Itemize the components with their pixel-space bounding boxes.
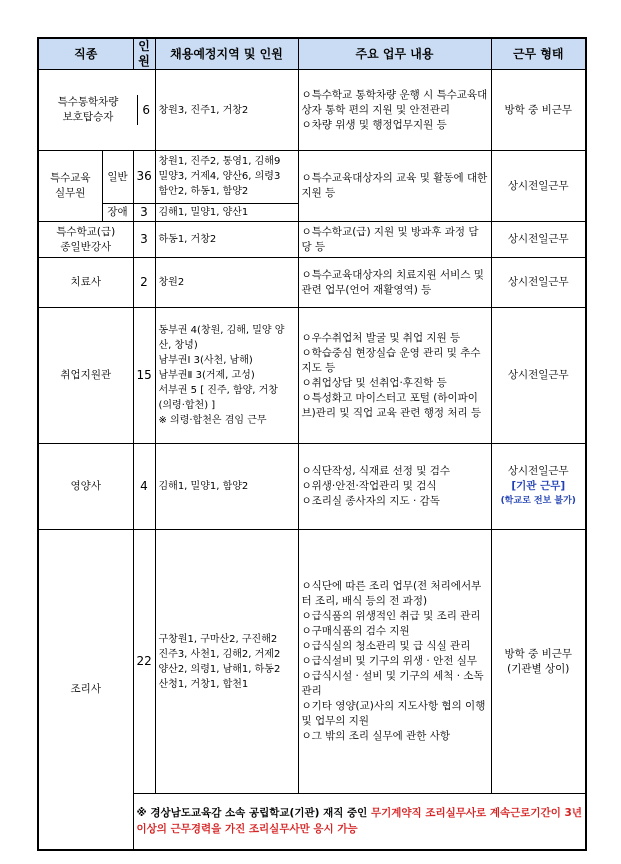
table-row bbox=[38, 70, 586, 151]
form-note-transfer: (학교로 전보 불가) bbox=[500, 496, 576, 506]
duty-item: ㅇ급식설비 및 기구의 위생 · 안전 실무 bbox=[301, 655, 478, 667]
sub-type-general: 일반 bbox=[103, 151, 133, 204]
count-cell: 22 bbox=[133, 530, 155, 794]
duty-item: ㅇ특수교육대상자의 치료지원 서비스 및 관련 업무(언어 재활영역) 등 bbox=[301, 268, 484, 296]
duty-item: ㅇ위생·안전·작업관리 및 검식 bbox=[301, 480, 437, 492]
duty-item: ㅇ기타 영양(교)사의 지도사항 협의 이행 및 업무의 지원 bbox=[301, 700, 486, 727]
duties-cell bbox=[298, 151, 491, 222]
duty-item: ㅇ우수취업처 발굴 및 취업 지원 등 bbox=[301, 331, 461, 344]
table-row bbox=[38, 151, 586, 204]
form-note-agency: [기관 근무] bbox=[511, 480, 566, 492]
duty-item: ㅇ특수교육대상자의 교육 및 활동에 대한 지원 등 bbox=[301, 172, 488, 199]
count-cell: 3 bbox=[133, 222, 155, 258]
duty-item: ㅇ취업상담 및 선취업·후진학 등 bbox=[301, 376, 447, 389]
eligibility-note bbox=[133, 794, 586, 850]
count-cell: 6 bbox=[137, 95, 155, 125]
region-cell: 동부권 4(창원, 김해, 밀양 양산, 창녕) 남부권Ⅰ 3(사천, 남해) 남부권Ⅱ 3(거제, 고성) 서부권 5 [ 진주, 함양, 거창 (의령·합천) ] ※ 의령·합천은 겸임 근무 bbox=[155, 308, 298, 444]
count-cell: 2 bbox=[133, 258, 155, 308]
table-row bbox=[38, 444, 586, 530]
form-cell: 상시전일근무 bbox=[491, 151, 586, 222]
job-cell: 치료사 bbox=[38, 258, 133, 308]
job-cell: 조리사 bbox=[38, 530, 133, 850]
job-cell: 취업지원관 bbox=[38, 308, 133, 444]
duty-item: ㅇ조리실 종사자의 지도 · 감독 bbox=[301, 495, 440, 507]
duties-cell bbox=[298, 530, 491, 794]
table-row bbox=[38, 222, 586, 258]
job-cell: 특수통학차량 보호탑승자 bbox=[57, 96, 119, 123]
table-row bbox=[38, 530, 586, 794]
duties-cell bbox=[298, 258, 491, 308]
duty-item: ㅇ구매식품의 검수 지원 bbox=[301, 625, 410, 637]
sub-type-disabled: 장애 bbox=[107, 206, 128, 218]
job-cell: 특수교육 실무원 bbox=[49, 172, 91, 199]
table-row bbox=[38, 308, 586, 444]
duty-item: ㅇ특수학교 통학차량 운행 시 특수교육대상자 통학 편의 지원 및 안전관리 bbox=[301, 88, 488, 116]
header-count: 인원 bbox=[133, 38, 155, 70]
header-region: 채용예정지역 및 인원 bbox=[155, 38, 298, 70]
form-cell: 상시전일근무 bbox=[491, 222, 586, 258]
note-highlight: 무기계약직 조리실무사로 계속근로기간이 3년 이상의 근무경력을 가진 조리실무사만 응시 가능 bbox=[136, 807, 582, 836]
region-cell: 구창원1, 구마산2, 구진해2 진주3, 사천1, 김해2, 거제2 양산2, 의령1, 남해1, 하동2 산청1, 거창1, 합천1 bbox=[155, 530, 298, 794]
header-duties: 주요 업무 내용 bbox=[298, 38, 491, 70]
count-cell: 15 bbox=[133, 308, 155, 444]
duties-cell bbox=[298, 70, 491, 151]
duty-item: ㅇ급식시설 · 설비 및 기구의 세척 · 소독 관리 bbox=[301, 670, 484, 697]
duty-item: ㅇ학습중심 현장실습 운영 관리 및 추수 지도 등 bbox=[301, 346, 481, 374]
count-cell: 36 bbox=[133, 151, 155, 204]
duties-cell bbox=[298, 444, 491, 530]
duty-item: ㅇ식단작성, 식재료 선정 및 검수 bbox=[301, 465, 451, 477]
duty-item: ㅇ특수학교(급) 지원 및 방과후 과정 담당 등 bbox=[301, 225, 479, 253]
form-cell: 방학 중 비근무 bbox=[491, 70, 586, 151]
recruitment-table bbox=[37, 37, 587, 851]
duties-cell bbox=[298, 222, 491, 258]
header-row bbox=[38, 38, 586, 70]
duty-item: ㅇ급식품의 위생적인 취급 및 조리 관리 bbox=[301, 610, 481, 622]
region-cell: 김해1, 밀양1, 양산1 bbox=[155, 203, 298, 221]
form-cell: 상시전일근무 bbox=[491, 308, 586, 444]
region-cell: 창원3, 진주1, 거창2 bbox=[155, 70, 298, 151]
header-job: 직종 bbox=[38, 38, 133, 70]
duties-cell bbox=[298, 308, 491, 444]
region-cell: 김해1, 밀양1, 함양2 bbox=[155, 444, 298, 530]
duty-item: ㅇ특성화고 마이스터고 포털 (하이파이브)관리 및 직업 교육 관련 행정 처리 등 bbox=[301, 391, 482, 419]
form-text: 상시전일근무 bbox=[507, 465, 569, 477]
duty-item: ㅇ식단에 따른 조리 업무(전 처리에서부터 조리, 배식 등의 전 과정) bbox=[301, 580, 482, 607]
job-cell: 특수학교(급) 종일반강사 bbox=[38, 222, 133, 258]
region-cell: 창원2 bbox=[155, 258, 298, 308]
job-cell: 영양사 bbox=[38, 444, 133, 530]
duty-item: ㅇ급식실의 청소관리 및 급 식실 관리 bbox=[301, 640, 471, 652]
duty-item: ㅇ그 밖의 조리 실무에 관한 사항 bbox=[301, 730, 451, 742]
count-cell: 4 bbox=[133, 444, 155, 530]
note-prefix: ※ 경상남도교육감 소속 공립학교(기관) 재직 중인 bbox=[136, 807, 371, 820]
form-cell: 상시전일근무 bbox=[491, 258, 586, 308]
count-cell: 3 bbox=[133, 203, 155, 221]
header-form: 근무 형태 bbox=[491, 38, 586, 70]
region-cell: 창원1, 진주2, 통영1, 김해9 밀양3, 거제4, 양산6, 의령3 함안2, 하동1, 함양2 bbox=[155, 151, 298, 204]
table-row bbox=[38, 258, 586, 308]
region-cell: 하동1, 거창2 bbox=[155, 222, 298, 258]
form-cell bbox=[491, 444, 586, 530]
duty-item: ㅇ차량 위생 및 행정업무지원 등 bbox=[301, 118, 447, 131]
form-cell: 방학 중 비근무 (기관별 상이) bbox=[491, 530, 586, 794]
